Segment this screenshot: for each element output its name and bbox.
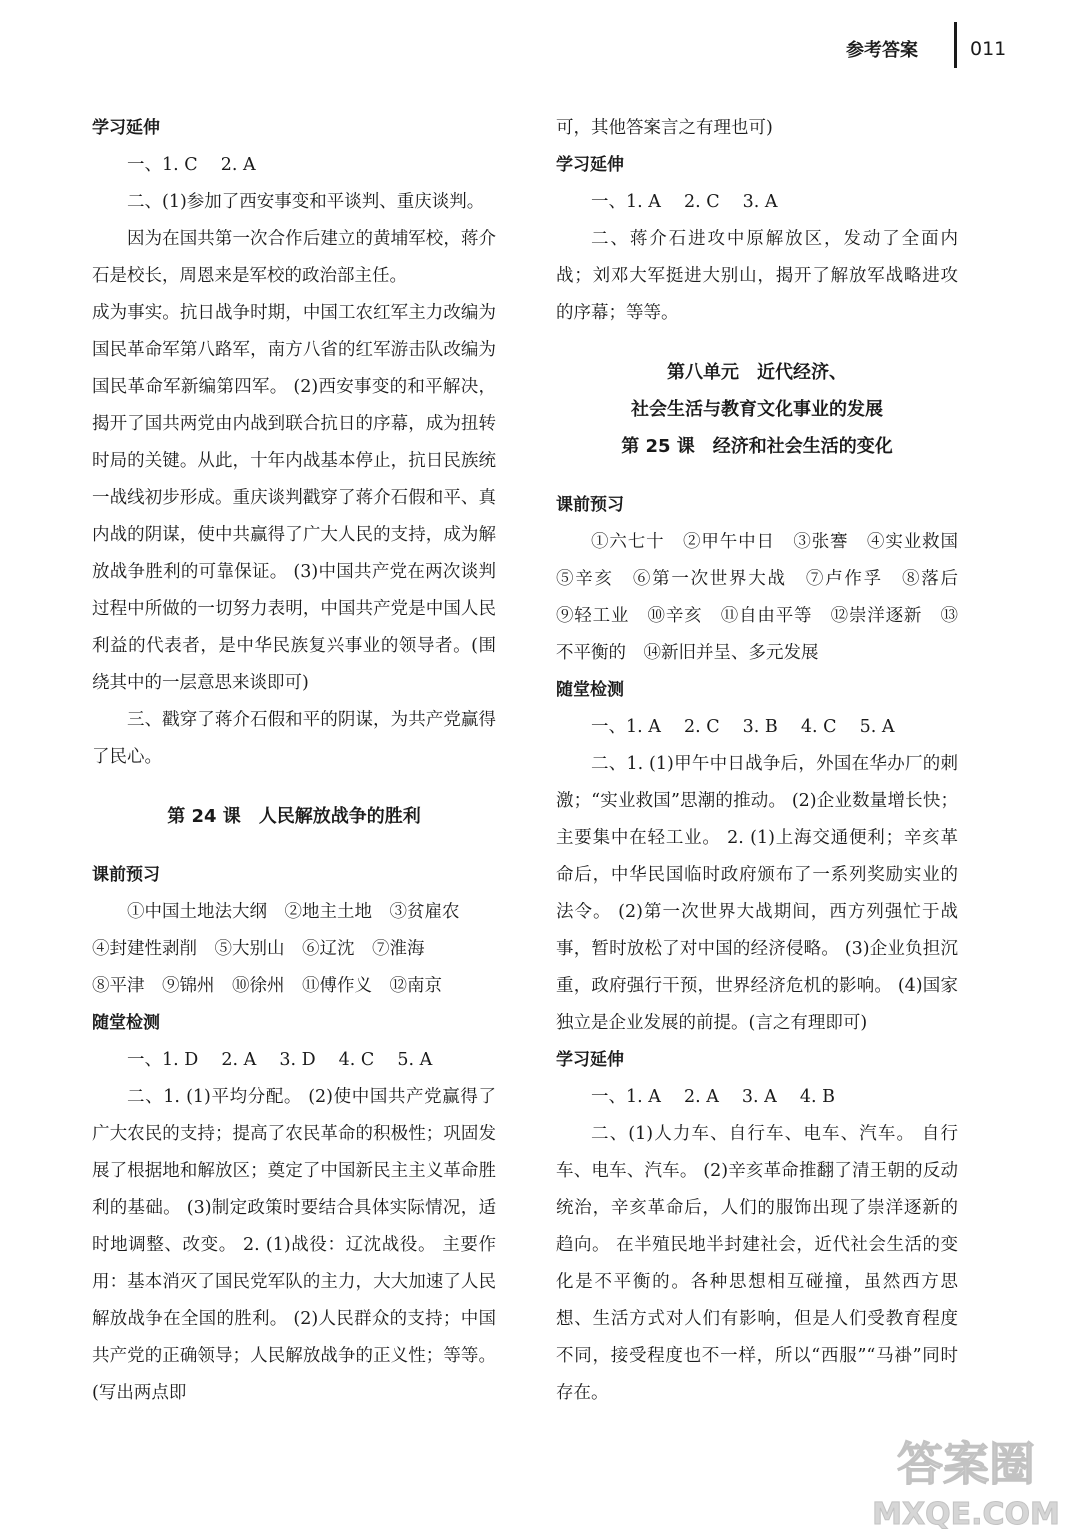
lesson-title: 第 24 课 人民解放战争的胜利 — [167, 806, 421, 827]
answer-paragraph: 二、(1)人力车、自行车、电车、汽车。 自行车、电车、汽车。 (2)辛亥革命推翻了清王朝的反动统治，辛亥革命后，人们的服饰出现了崇洋逐新的趋向。 在半殖民地半封建社会，近代社会生活的变化是不平衡的。各种思想相互碰撞，虽然西方思想、生活方式对人们有影响，但是人们受教育程度不同，接受程度也不一样，所以“西服”“马褂”同时存在。 — [556, 1124, 958, 1403]
unit-title: 第八单元 近代经济、 — [667, 362, 847, 383]
answer-paragraph: 因为在国共第一次合作后建立的黄埔军校，蒋介石是校长，周恩来是军校的政治部主任。 — [92, 229, 496, 286]
watermark-logo — [858, 1428, 1073, 1536]
answer-paragraph: 成为事实。抗日战争时期，中国工农红军主力改编为国民革命军第八路军，南方八省的红军游击队改编为国民革命军新编第四军。 (2)西安事变的和平解决，揭开了国共两党由内战到联合抗日的序幕，成为扭转时局的关键。从此，十年内战基本停止，抗日民族统一战线初步形成。重庆谈判戳穿了蒋介石假和平、真内战的阴谋，使中共赢得了广大人民的支持，成为解放战争胜利的可靠保证。 (3)中国共产党在两次谈判过程中所做的一切努力表明，中国共产党是中国人民利益的代表者，是中华民族复兴事业的领导者。(围绕其中的一层意思来谈即可) — [92, 303, 496, 693]
answer-line: ④封建性剥削 ⑤大别山 ⑥辽沈 ⑦淮海 — [92, 939, 425, 959]
answer-line: 一、1. A 2. C 3. B 4. C 5. A — [591, 717, 895, 737]
section-heading: 随堂检测 — [556, 680, 624, 700]
answer-line: ①中国土地法大纲 ②地主土地 ③贫雇农 — [127, 902, 460, 922]
watermark-text-top: 答案圈 — [897, 1437, 1035, 1491]
answer-line: ⑧平津 ⑨锦州 ⑩徐州 ⑪傅作义 ⑫南京 — [92, 976, 442, 996]
section-heading: 课前预习 — [92, 865, 160, 885]
answer-line: 一、1. A 2. A 3. A 4. B — [591, 1087, 835, 1107]
unit-subtitle: 社会生活与教育文化事业的发展 — [631, 399, 883, 420]
answer-paragraph: 二、1. (1)平均分配。 (2)使中国共产党赢得了广大农民的支持；提高了农民革命的积极性；巩固发展了根据地和解放区；奠定了中国新民主主义革命胜利的基础。 (3)制定政策时要结合具体实际情况，适时地调整、改变。 2. (1)战役：辽沈战役。 主要作用：基本消灭了国民党军队的主力，大大加速了人民解放战争在全国的胜利。 (2)人民群众的支持；中国共产党的正确领导；人民解放战争的正义性；等等。(写出两点即 — [92, 1087, 496, 1403]
answer-paragraph: 三、戳穿了蒋介石假和平的阴谋，为共产党赢得了民心。 — [92, 710, 496, 767]
section-heading: 学习延伸 — [92, 118, 160, 138]
answer-paragraph: 二、(1)参加了西安事变和平谈判、重庆谈判。 — [127, 192, 485, 212]
section-heading: 随堂检测 — [92, 1013, 160, 1033]
lesson-title: 第 25 课 经济和社会生活的变化 — [621, 436, 893, 457]
section-heading: 学习延伸 — [556, 155, 624, 175]
section-heading: 课前预习 — [556, 495, 624, 515]
answer-line: 一、1. C 2. A — [127, 155, 256, 175]
answer-paragraph: ①六七十 ②甲午中日 ③张謇 ④实业救国 ⑤辛亥 ⑥第一次世界大战 ⑦卢作孚 ⑧落后 ⑨轻工业 ⑩辛亥 ⑪自由平等 ⑫崇洋逐新 ⑬不平衡的 ⑭新旧并呈、多元发展 — [556, 532, 976, 663]
answer-paragraph: 二、蒋介石进攻中原解放区，发动了全面内战；刘邓大军挺进大别山，揭开了解放军战略进攻的序幕；等等。 — [556, 229, 958, 323]
answer-line: 一、1. A 2. C 3. A — [591, 192, 778, 212]
page-number: 011 — [970, 38, 1007, 60]
answer-line: 一、1. D 2. A 3. D 4. C 5. A — [127, 1050, 433, 1070]
answer-paragraph: 可，其他答案言之有理也可) — [556, 118, 773, 138]
header-divider — [954, 22, 957, 68]
header-section-title: 参考答案 — [846, 40, 918, 61]
left-column — [92, 110, 496, 1412]
watermark-text-bottom: MXQE.COM — [872, 1497, 1060, 1532]
section-heading: 学习延伸 — [556, 1050, 624, 1070]
right-column — [556, 110, 976, 1412]
answer-paragraph: 二、1. (1)甲午中日战争后，外国在华办厂的刺激；“实业救国”思潮的推动。 (2)企业数量增长快；主要集中在轻工业。 2. (1)上海交通便利；辛亥革命后，中华民国临时政府颁布了一系列奖励实业的法令。 (2)第一次世界大战期间，西方列强忙于战事，暂时放松了对中国的经济侵略。 (3)企业负担沉重，政府强行干预，世界经济危机的影响。 (4)国家独立是企业发展的前提。(言之有理即可) — [556, 754, 958, 1033]
